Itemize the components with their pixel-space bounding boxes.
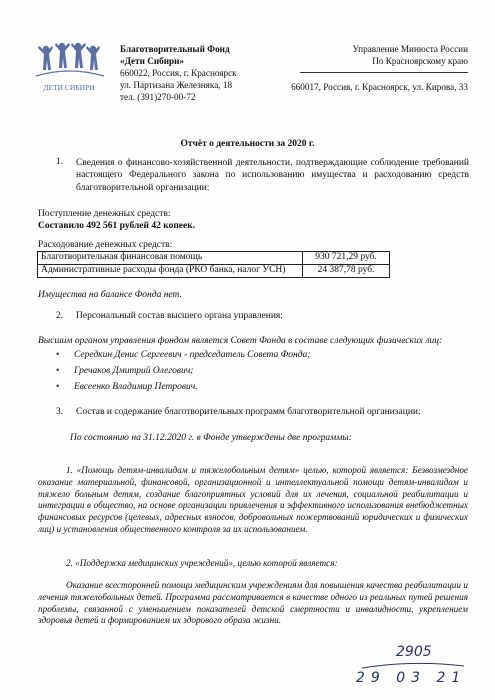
registration-stamp — [352, 644, 472, 698]
expenses-table — [37, 251, 390, 278]
expense-name: Благотворительная финансовая помощь — [38, 252, 303, 265]
assets-note: Имущества на балансе Фонда нет. — [38, 290, 182, 300]
sender-block — [120, 44, 280, 104]
section2-heading: Персональный состав высшего органа управления: — [76, 311, 283, 321]
report-title: Отчёт о деятельности за 2020 г. — [180, 139, 315, 149]
table-row — [38, 265, 390, 278]
table-row — [38, 252, 390, 265]
program2-text: Оказание всесторонней помощи медицинским учреждениям для повышения качества реабилитации и лечения тяжелобольных детей. Программа рассматривается в качестве одного из реальных путей решения проблемы, связанной с уменьшением показателей детской смертности и инвалидности, укреплением здоровья детей и формированием их здорового образа жизни. — [38, 580, 468, 626]
member-name: Евсеенко Владимир Петрович. — [74, 382, 198, 392]
program2-heading: 2. «Поддержка медицинских учреждений», целью которой является: — [66, 558, 338, 568]
section-number: 1. — [56, 157, 64, 167]
expense-amount: 930 721,29 руб. — [303, 252, 390, 265]
recipient-line: По Красноярскому краю — [372, 55, 468, 66]
receipts-block — [38, 209, 338, 233]
org-phone: тел. (391)270-00-72 — [120, 91, 196, 102]
recipient-line: Управление Минюста России — [352, 44, 468, 54]
org-address-line: ул. Партизана Железняка, 18 — [120, 79, 233, 90]
org-address-line: 660022, Россия, г. Красноярск — [120, 67, 237, 78]
expense-amount: 24 387,78 руб. — [303, 265, 390, 278]
section-number: 2. — [56, 311, 64, 321]
member-name: Середкин Денис Сергеевич - председатель Совета Фонда; — [74, 350, 311, 360]
bullet-icon: • — [56, 382, 60, 392]
bullet-icon: • — [56, 366, 60, 376]
receipts-total: Составило 492 561 рублей 42 копеек. — [38, 220, 196, 231]
logo-text: ДЕТИ СИБИРИ — [43, 83, 95, 92]
section3-heading: Состав и содержание благотворительных программ благотворительной организации: — [76, 407, 421, 417]
section1-text: Сведения о финансово-хозяйственной деятельности, подтверждающие соблюдение требований настоящего Федерального закона по использованию имущества и расходованию средств благотворительной организации: — [76, 158, 469, 193]
section3-intro: По состоянию на 31.12.2020 г. в Фонде утверждены две программы: — [70, 433, 352, 443]
stamp-date: 29 03 21 — [356, 670, 467, 686]
org-name-line: «Дети Сибири» — [120, 55, 185, 66]
foundation-logo — [26, 40, 112, 102]
program1-text: 1. «Помощь детям-инвалидам и тяжелобольным детям» целью, которой является: Безвозмездное оказание материальной, финансовой, организационной и интеллектуальной помощи детям-инвалидам и тяжело больным детям, создание благоприятных условий для их лечения, социальной реабилитации и интеграции в общество, на основе организации привлечения и эффективного использования внебюджетных финансовых ресурсов (целевых, адресных взносов, добровольных пожертвований юридических и физических лиц) и установления общественного контроля за их использованием. — [38, 465, 468, 534]
expense-name: Административные расходы фонда (РКО банка, налог УСН) — [38, 265, 303, 278]
recipient-address: 660017, Россия, г. Красноярск, ул. Кирова, 33 — [291, 82, 468, 92]
section-number: 3. — [56, 407, 64, 417]
stamp-number: 2905 — [396, 644, 432, 660]
recipient-divider — [300, 72, 468, 73]
section2-intro: Высшим органом управления фондом является Совет Фонда в составе следующих физических лиц: — [38, 336, 443, 346]
bullet-icon: • — [56, 350, 60, 360]
member-name: Гречаков Дмитрий Олегович; — [74, 366, 194, 376]
expenses-label: Расходование денежных средств: — [38, 240, 173, 250]
receipts-label: Поступление денежных средств: — [38, 209, 171, 219]
org-name-line: Благотворительный Фонд — [120, 44, 230, 54]
recipient-block — [300, 44, 468, 68]
